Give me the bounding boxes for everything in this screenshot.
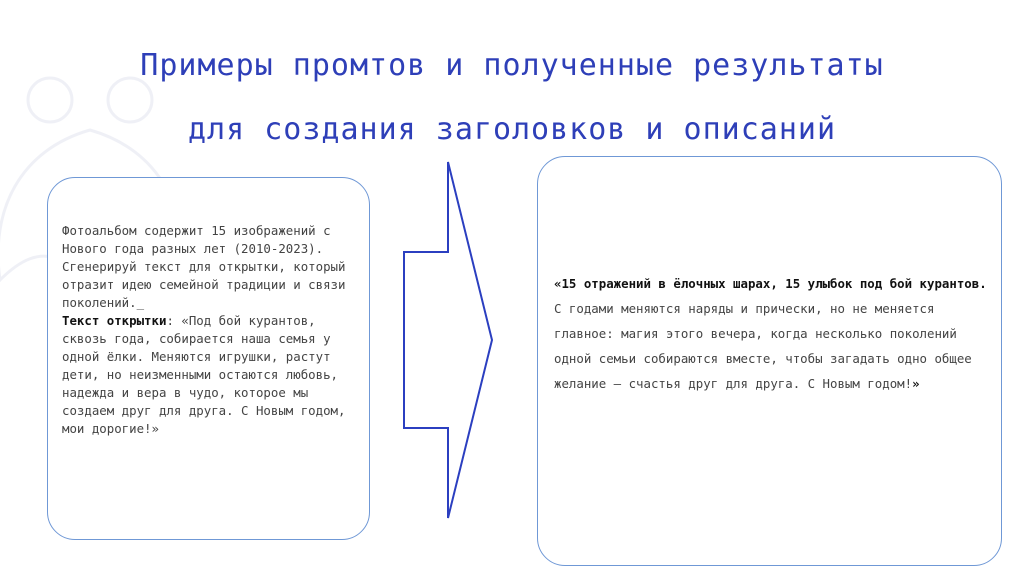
card-label: Текст открытки xyxy=(62,313,167,328)
prompt-instruction: Фотоальбом содержит 15 изображений с Нового года разных лет (2010-2023). Сгенерируй текст для открытки, который отразит идею семейной традиции и связи поколений. xyxy=(62,223,346,310)
title-line-1: Примеры промтов и полученные результаты xyxy=(140,48,884,83)
card-separator: : xyxy=(166,313,182,328)
result-closing: » xyxy=(912,376,920,391)
result-body: С годами меняются наряды и прически, но не меняется главное: магия этого вечера, когда несколько поколений одной семьи собираются вместе, чтобы загадать одно общее желание — счастья друг для друга. С Новым годом! xyxy=(554,301,972,391)
card-text: «Под бой курантов, сквозь года, собирается наша семья у одной ёлки. Меняются игрушки, растут дети, но неизменными остаются любовь, надежда и вера в чудо, которое мы создаем друг для друга. С Новым годом, мои дорогие!» xyxy=(62,313,346,436)
prompt-text xyxy=(62,222,362,438)
arrow-right-icon xyxy=(400,160,494,520)
text-cursor: _ xyxy=(136,295,145,310)
title-line-2: для создания заголовков и описаний xyxy=(187,112,837,147)
result-headline: «15 отражений в ёлочных шарах, 15 улыбок под бой курантов. xyxy=(554,276,987,291)
page-title xyxy=(0,34,1024,162)
result-text xyxy=(554,271,994,396)
